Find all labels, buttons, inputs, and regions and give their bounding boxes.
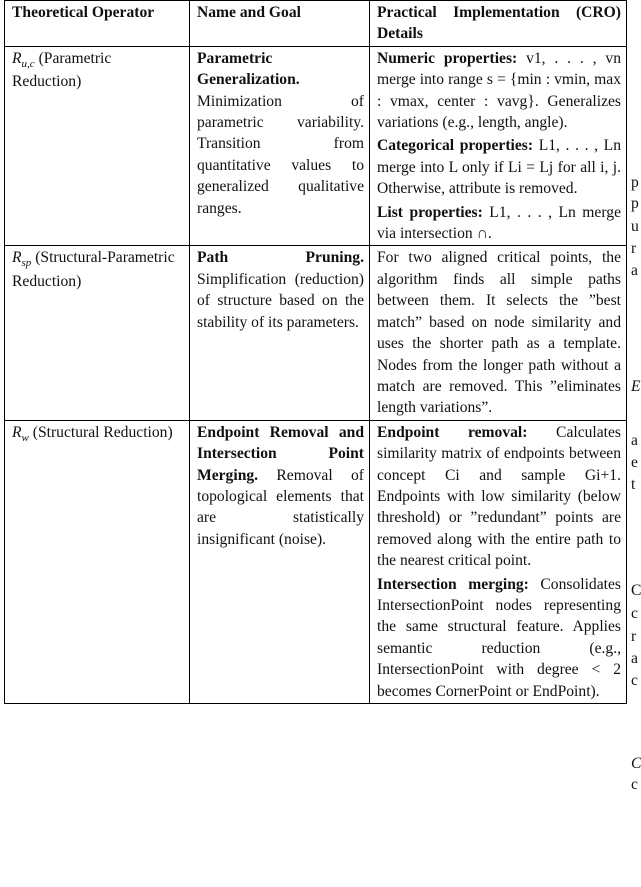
header-name-and-goal: Name and Goal xyxy=(190,1,370,47)
bleed-letter: r xyxy=(631,240,637,257)
operator-goal: Removal of topological elements that are statistically insignificant (noise). xyxy=(197,466,364,548)
detail-title: Intersection merging: xyxy=(377,575,529,593)
bleed-letter: c xyxy=(631,605,638,622)
detail-title: Categorical properties: xyxy=(377,137,534,155)
detail-text: L1, . . . , Ln merge via intersection ∩. xyxy=(377,203,621,243)
bleed-letter: C xyxy=(631,582,641,599)
bleed-letter: p xyxy=(631,174,639,191)
operator-goal: Minimization of parametric variability. Transition from quantitative values to generalized qualitative ranges. xyxy=(197,92,364,217)
operator-label: (Structural-Parametric Reduction) xyxy=(12,249,175,290)
operator-goal: Simplification (reduction) of structure based on the stability of its parameters. xyxy=(197,270,364,331)
bleed-letter: C xyxy=(631,755,641,772)
detail-text: Consolidates IntersectionPoint nodes representing the same structural feature. Applies semantic reduction (e.g., IntersectionPoint with degree < 2 becomes CornerPoint or EndPoint). xyxy=(377,575,621,700)
details-cell xyxy=(370,246,627,420)
detail-text: Calculates similarity matrix of endpoints between concept Ci and sample Gi+1. Endpoints with low similarity (below threshold) or ”redundant” points are removed along with the entire path to the nearest critical point. xyxy=(377,423,621,570)
detail-text: For two aligned critical points, the algorithm finds all simple paths between them. It selects the ”best match” based on node similarity and uses the shorter path as a template. Nodes from the longer path without a match are removed. This ”eliminates length variations”. xyxy=(377,249,621,417)
detail-paragraph xyxy=(377,135,621,199)
detail-paragraph xyxy=(377,574,621,702)
detail-text: v1, . . . , vn merge into range s = {min : vmin, max : vmax, center : vavg}. Generalizes variations (e.g., length, angle). xyxy=(377,49,621,132)
bleed-letter: c xyxy=(631,776,638,793)
bleed-letter: a xyxy=(631,432,638,449)
details-cell xyxy=(370,46,627,246)
detail-paragraph xyxy=(377,202,621,245)
detail-paragraph xyxy=(377,422,621,572)
detail-title: Endpoint removal: xyxy=(377,423,528,441)
details-cell xyxy=(370,420,627,703)
operator-cell xyxy=(5,46,190,246)
operator-symbol: R xyxy=(12,49,22,67)
operator-cell xyxy=(5,420,190,703)
name-goal-cell xyxy=(190,420,370,703)
operator-label: (Parametric Reduction) xyxy=(12,49,112,91)
bleed-letter: t xyxy=(631,476,636,493)
header-theoretical-operator: Theoretical Operator xyxy=(5,1,190,47)
detail-paragraph xyxy=(377,247,621,418)
operator-name: Endpoint Removal and Intersection Point Merging. xyxy=(197,423,364,484)
header-practical-implementation: Practical Implementation (CRO) Details xyxy=(370,1,627,47)
name-goal-cell xyxy=(190,46,370,246)
operator-label: (Structural Reduction) xyxy=(32,423,173,441)
bleed-letter: p xyxy=(631,195,639,212)
bleed-letter: E xyxy=(631,378,641,395)
table-row xyxy=(5,246,627,420)
bleed-letter: c xyxy=(631,672,638,689)
operator-subscript: w xyxy=(21,431,29,444)
adjacent-column-fragment xyxy=(628,0,640,887)
bleed-letter: r xyxy=(631,628,637,645)
bleed-letter: e xyxy=(631,454,638,471)
operator-subscript: sp xyxy=(21,257,32,270)
header-row xyxy=(5,1,627,47)
detail-text: L1, . . . , Ln merge into L only if Li = Lj for all i, j. Otherwise, attribute is removed. xyxy=(377,137,621,198)
operator-cell xyxy=(5,246,190,420)
operator-symbol: R xyxy=(12,249,22,267)
operator-name: Path Pruning. xyxy=(197,249,364,267)
name-goal-cell xyxy=(190,246,370,420)
operator-subscript: u,c xyxy=(21,57,35,70)
bleed-letter: a xyxy=(631,262,638,279)
detail-paragraph xyxy=(377,48,621,134)
bleed-letter: a xyxy=(631,650,638,667)
operator-symbol: R xyxy=(12,423,22,441)
table-row xyxy=(5,420,627,703)
bleed-letter: u xyxy=(631,218,639,235)
table-row xyxy=(5,46,627,246)
detail-title: Numeric properties: xyxy=(377,49,518,67)
detail-title: List properties: xyxy=(377,203,483,221)
operators-table xyxy=(4,0,627,704)
operator-name: Parametric Generalization. xyxy=(197,49,300,89)
